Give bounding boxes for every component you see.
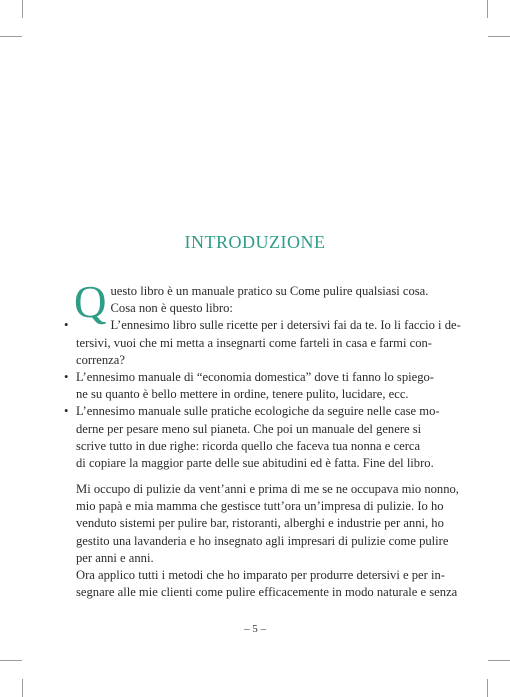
bullet-line: L’ennesimo manuale di “economia domestica” dove ti fanno lo spiego- — [76, 370, 434, 385]
bullet-line: correnza? — [76, 352, 125, 367]
intro-line: uesto libro è un manuale pratico su Come pulire qualsiasi cosa. — [110, 284, 429, 298]
intro-block — [64, 277, 461, 472]
crop-mark-bottom-right — [487, 679, 488, 697]
page-number: – 5 – — [244, 623, 266, 635]
bullet-item — [64, 369, 446, 403]
bullet-line: tersivi, vuoi che mi metta a insegnarti come farteli in casa e farmi con- — [76, 335, 432, 350]
bullet-item — [64, 317, 461, 369]
intro-line: Cosa non è questo libro: — [110, 301, 233, 316]
crop-mark-bottom-right-h — [488, 660, 510, 661]
paragraph-line: segnare alle mie clienti come pulire efficacemente in modo naturale e senza — [76, 585, 458, 600]
crop-mark-top-left — [22, 0, 23, 18]
body-paragraph — [76, 481, 459, 601]
paragraph-line: gestito una lavanderia e ho insegnato agli impresari di pulizie come pulire — [76, 533, 449, 548]
paragraph-line: venduto sistemi per pulire bar, ristoranti, alberghi e industrie per anni, ho — [76, 516, 444, 531]
bullet-line: scrive tutto in due righe: ricorda quello che faceva tua nonna e cerca — [76, 438, 421, 453]
crop-mark-bottom-left-h — [0, 660, 22, 661]
bullet-line: L’ennesimo libro sulle ricette per i detersivi fai da te. Io li faccio i de- — [110, 318, 461, 333]
bullet-line: L’ennesimo manuale sulle pratiche ecologiche da seguire nelle case mo- — [76, 404, 440, 419]
bullet-marker: • — [64, 318, 69, 333]
crop-mark-top-right-h — [488, 36, 510, 37]
paragraph-line: Mi occupo di pulizie da vent’anni e prima di me se ne occupava mio nonno, — [76, 482, 459, 496]
bullet-list — [64, 317, 461, 472]
bullet-item — [64, 403, 446, 472]
crop-mark-top-left-h — [0, 36, 22, 37]
crop-mark-bottom-left — [22, 679, 23, 697]
bullet-line: di copiare la maggior parte delle sue abitudini ed è fatta. Fine del libro. — [76, 456, 434, 471]
chapter-title: INTRODUZIONE — [184, 232, 326, 252]
bullet-line: ne su quanto è bello mettere in ordine, tenere pulito, lucidare, ecc. — [76, 387, 409, 402]
paragraph-line: Ora applico tutti i metodi che ho imparato per produrre detersivi e per in- — [76, 568, 445, 583]
bullet-marker: • — [64, 370, 69, 385]
crop-mark-top-right — [487, 0, 488, 18]
bullet-line: derne per pesare meno sul pianeta. Che poi un manuale del genere si — [76, 421, 422, 436]
drop-cap: Q — [74, 277, 107, 327]
paragraph-line: per anni e anni. — [76, 550, 154, 565]
paragraph-line: mio papà e mia mamma che gestisce tutt’ora un’impresa di pulizie. Io ho — [76, 499, 444, 514]
bullet-marker: • — [64, 404, 69, 419]
